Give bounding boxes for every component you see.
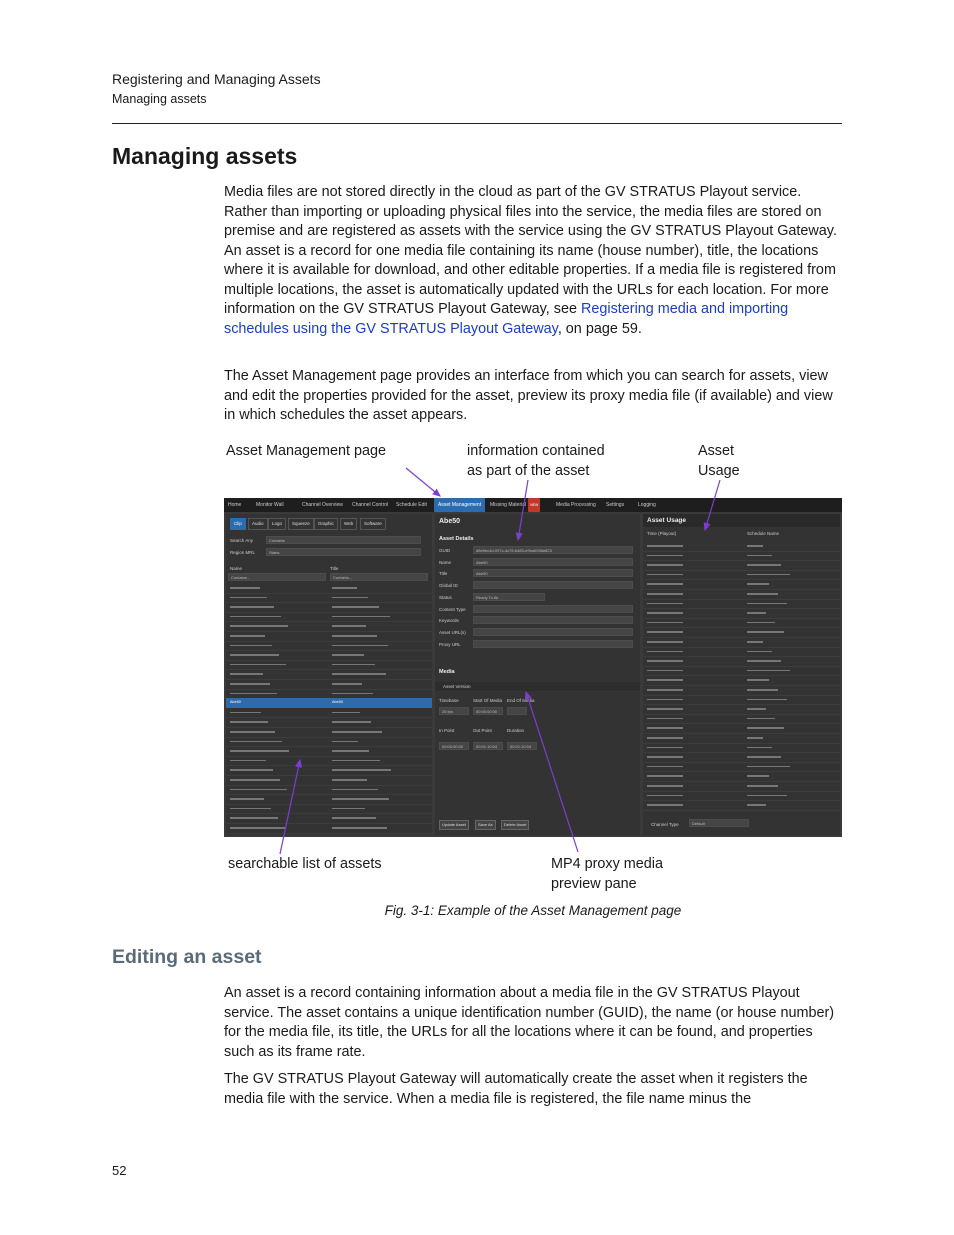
page-title: Managing assets bbox=[112, 143, 298, 169]
nav-home[interactable]: Home bbox=[228, 502, 242, 508]
in-point-field[interactable]: 00:00:00:00 bbox=[439, 742, 469, 750]
name-filter[interactable]: Contains... bbox=[228, 573, 326, 581]
asset-details-heading: Asset Details bbox=[439, 536, 474, 542]
arrow-usage bbox=[705, 480, 720, 530]
callout-usage-line1: Asset bbox=[698, 443, 734, 459]
list-header-title: Title bbox=[330, 566, 339, 571]
asset-version-label: Asset Version bbox=[443, 684, 471, 689]
tab-graphic[interactable]: Graphic bbox=[314, 518, 338, 530]
tab-web[interactable]: Web bbox=[340, 518, 357, 530]
paragraph-gateway: The GV STRATUS Playout Gateway will automatically create the asset when it registers the media file with the service. When a media file is registered, the file name minus the bbox=[224, 1071, 808, 1107]
title-filter[interactable]: Contains... bbox=[330, 573, 428, 581]
selected-asset-name: Abe50 bbox=[230, 700, 241, 704]
nav-settings[interactable]: Settings bbox=[606, 502, 625, 508]
detail-field[interactable]: Ready To Air bbox=[473, 593, 545, 601]
callout-list: searchable list of assets bbox=[228, 856, 382, 872]
start-of-media-label: Start Of Media bbox=[473, 698, 503, 703]
missing-badge: NEW bbox=[528, 498, 540, 512]
timebase-select[interactable]: 25 fps bbox=[439, 707, 469, 715]
nav-media-processing[interactable]: Media Processing bbox=[556, 502, 596, 508]
nav-schedule-edit[interactable]: Schedule Edit bbox=[396, 502, 427, 508]
nav-channel-control[interactable]: Channel Control bbox=[352, 502, 389, 508]
timebase-label: Timebase bbox=[439, 698, 459, 703]
detail-label: Content Type bbox=[439, 606, 466, 612]
nav-channel-overview[interactable]: Channel Overview bbox=[302, 502, 343, 508]
detail-title: Abe50 bbox=[439, 518, 461, 525]
detail-label: Global ID bbox=[439, 583, 458, 589]
usage-header-schedule: Schedule Name bbox=[747, 531, 780, 536]
search-any-input[interactable]: Contains bbox=[266, 536, 421, 544]
paragraph-intro-tail: , on page 59. bbox=[557, 320, 642, 337]
end-of-media-label: End Of Media bbox=[507, 698, 535, 703]
out-point-label: Out Point bbox=[473, 728, 492, 733]
header-chapter: Registering and Managing Assets bbox=[112, 71, 321, 87]
search-any-label: Search Any bbox=[230, 538, 254, 543]
callout-mp4 bbox=[551, 855, 663, 894]
arrow-asset-page bbox=[406, 468, 440, 496]
detail-label: Title bbox=[439, 571, 448, 577]
detail-label: GUID bbox=[439, 548, 451, 553]
delete-asset-button[interactable]: Delete Asset bbox=[501, 820, 529, 830]
detail-label: Keywords bbox=[439, 618, 459, 624]
detail-field[interactable]: d5e9ec4d-097c-4c76-b483-e9ba0056e823 bbox=[473, 546, 633, 554]
start-of-media-field[interactable]: 00:00:00:00 bbox=[473, 707, 503, 715]
region-input[interactable]: Starts bbox=[266, 548, 421, 556]
callout-info-line1: information contained bbox=[467, 443, 605, 459]
in-point-label: In Point bbox=[439, 728, 455, 733]
detail-label: Name bbox=[439, 559, 452, 565]
out-point-field[interactable]: 00:01:10:04 bbox=[473, 742, 503, 750]
detail-label: Proxy URL bbox=[439, 641, 461, 647]
tab-squeeze[interactable]: Squeeze bbox=[288, 518, 314, 530]
usage-header-time: Time (Playout) bbox=[647, 531, 677, 536]
duration-label: Duration bbox=[507, 728, 525, 733]
nav-monitor-wall[interactable]: Monitor Wall bbox=[256, 502, 284, 508]
tab-software[interactable]: Software bbox=[360, 518, 386, 530]
channel-type-select[interactable]: Default bbox=[689, 819, 749, 827]
list-header-name: Name bbox=[230, 566, 243, 571]
nav-logging[interactable]: Logging bbox=[638, 502, 656, 508]
detail-field[interactable]: Abe50 bbox=[473, 569, 633, 577]
callout-mp4-line1: MP4 proxy media bbox=[551, 856, 663, 872]
callout-info-line2: as part of the asset bbox=[467, 462, 590, 479]
gateway-link[interactable]: Registering media and importing schedules using the GV STRATUS Playout Gateway bbox=[224, 301, 789, 337]
paragraph-intro-text: Media files are not stored directly in the cloud as part of the GV STRATUS Playout service. Rather than importing or uploading physical files into the service, the media files are stored on premise and are registered as assets with the service using the GV STRATUS Playout Gateway. An asset is a record for one media file containing its name (house number), title, the locations where it is available for download, and other editable properties. If a media file is registered from multiple locations, the asset is automatically updated with the URLs for each location. For more information on the GV STRATUS Playout Gateway, see bbox=[224, 184, 837, 317]
region-label: Region MRL bbox=[230, 550, 256, 555]
detail-field[interactable]: Abe50 bbox=[473, 558, 633, 566]
detail-label: Asset URL(s) bbox=[439, 629, 466, 635]
paragraph-asset-page: The Asset Management page provides an interface from which you can search for assets, view and edit the properties provided for the asset, preview its proxy media file (if available) and view in which schedules the asset appears. bbox=[224, 368, 833, 423]
asset-usage-heading: Asset Usage bbox=[647, 517, 687, 524]
tab-logo[interactable]: Logo bbox=[268, 518, 286, 530]
callout-usage-line2: Usage bbox=[698, 462, 740, 479]
arrow-info bbox=[518, 480, 528, 540]
detail-label: Status bbox=[439, 594, 452, 600]
callout-asset-page: Asset Management page bbox=[226, 443, 386, 459]
page-number: 52 bbox=[112, 1163, 127, 1178]
tab-audio[interactable]: Audio bbox=[248, 518, 268, 530]
figure-caption: Fig. 3-1: Example of the Asset Management page bbox=[384, 903, 682, 918]
channel-type-label: Channel Type bbox=[651, 822, 679, 827]
arrow-mp4 bbox=[526, 692, 578, 852]
header-section: Managing assets bbox=[112, 92, 207, 106]
nav-missing-material-label: Missing Material bbox=[490, 502, 527, 508]
nav-asset-management[interactable]: Asset Management bbox=[434, 498, 485, 512]
tab-clip[interactable]: Clip bbox=[230, 518, 246, 530]
section-heading: Editing an asset bbox=[112, 946, 262, 968]
selected-asset-title: Abe50 bbox=[332, 700, 343, 704]
callout-mp4-line2: preview pane bbox=[551, 875, 637, 892]
media-heading: Media bbox=[439, 669, 455, 675]
duration-field[interactable]: 00:01:10:04 bbox=[507, 742, 537, 750]
update-asset-button[interactable]: Update Asset bbox=[439, 820, 469, 830]
paragraph-asset-record: An asset is a record containing information about a media file in the GV STRATUS Playout service. The asset contains a unique identification number (GUID), the name (or house number) for the media file, its title, the URLs for all the locations where it can be found, and properties such as its frame rate. bbox=[224, 985, 835, 1060]
arrow-list bbox=[280, 760, 300, 854]
save-as-button[interactable]: Save As bbox=[475, 820, 496, 830]
